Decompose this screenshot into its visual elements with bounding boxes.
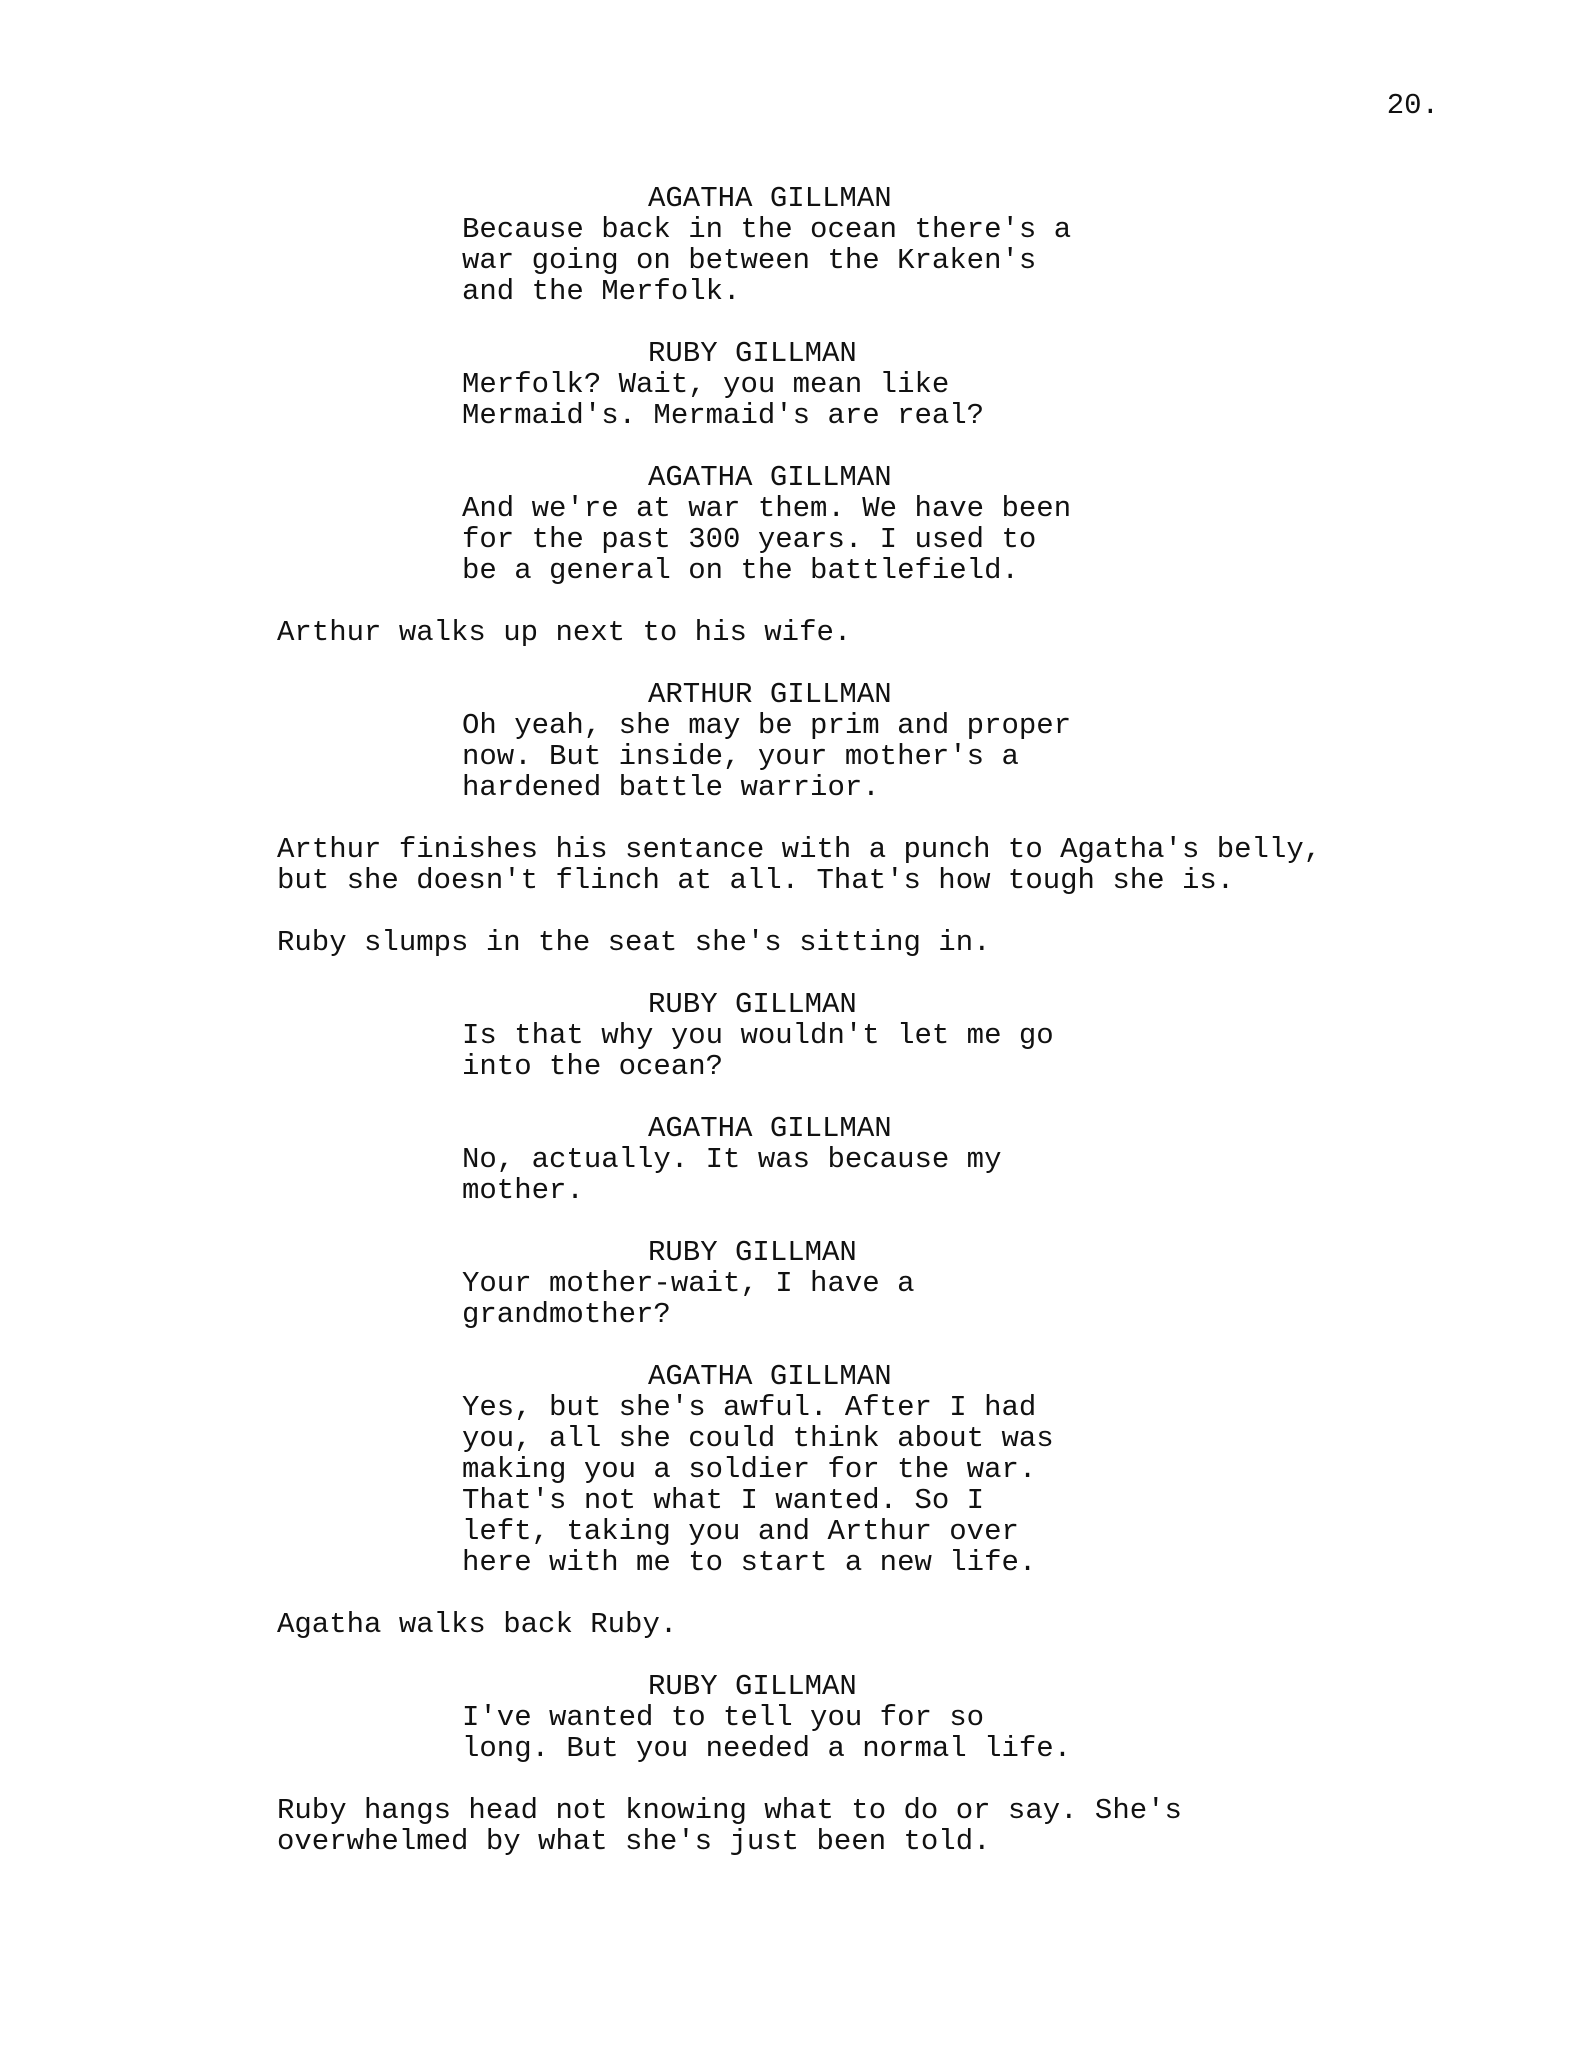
dialogue-line: making you a soldier for the war. bbox=[462, 1453, 1037, 1486]
dialogue-line: Is that why you wouldn't let me go bbox=[462, 1019, 1054, 1052]
action-line: Ruby hangs head not knowing what to do or say. She's bbox=[277, 1794, 1182, 1827]
dialogue-line: Because back in the ocean there's a bbox=[462, 213, 1072, 246]
dialogue-line: And we're at war them. We have been bbox=[462, 492, 1072, 525]
dialogue-line: That's not what I wanted. So I bbox=[462, 1484, 985, 1517]
character-cue: AGATHA GILLMAN bbox=[648, 461, 892, 494]
action-block bbox=[277, 1795, 1182, 1857]
action-line: but she doesn't flinch at all. That's how tough she is. bbox=[277, 864, 1235, 897]
action-block bbox=[277, 927, 991, 958]
action-line: overwhelmed by what she's just been told. bbox=[277, 1825, 991, 1858]
dialogue-line: be a general on the battlefield. bbox=[462, 554, 1019, 587]
dialogue-line: Merfolk? Wait, you mean like bbox=[462, 368, 950, 401]
dialogue-block bbox=[462, 1144, 1002, 1206]
dialogue-block bbox=[462, 493, 1071, 586]
dialogue-block bbox=[462, 1020, 1054, 1082]
character-cue: RUBY GILLMAN bbox=[648, 337, 857, 370]
dialogue-line: here with me to start a new life. bbox=[462, 1546, 1037, 1579]
dialogue-line: into the ocean? bbox=[462, 1050, 724, 1083]
character-cue: RUBY GILLMAN bbox=[648, 1236, 857, 1269]
dialogue-line: grandmother? bbox=[462, 1298, 671, 1331]
character-cue: ARTHUR GILLMAN bbox=[648, 678, 892, 711]
dialogue-line: Oh yeah, she may be prim and proper bbox=[462, 709, 1072, 742]
character-cue: AGATHA GILLMAN bbox=[648, 1112, 892, 1145]
dialogue-line: you, all she could think about was bbox=[462, 1422, 1054, 1455]
dialogue-line: hardened battle warrior. bbox=[462, 771, 880, 804]
character-cue: RUBY GILLMAN bbox=[648, 988, 857, 1021]
dialogue-block bbox=[462, 214, 1071, 307]
dialogue-line: mother. bbox=[462, 1174, 584, 1207]
character-cue: AGATHA GILLMAN bbox=[648, 182, 892, 215]
action-line: Arthur walks up next to his wife. bbox=[277, 616, 852, 649]
dialogue-block bbox=[462, 369, 984, 431]
dialogue-line: Yes, but she's awful. After I had bbox=[462, 1391, 1037, 1424]
dialogue-block bbox=[462, 1392, 1054, 1578]
dialogue-line: long. But you needed a normal life. bbox=[462, 1732, 1072, 1765]
dialogue-line: for the past 300 years. I used to bbox=[462, 523, 1037, 556]
dialogue-block bbox=[462, 1702, 1071, 1764]
dialogue-line: left, taking you and Arthur over bbox=[462, 1515, 1019, 1548]
dialogue-line: Mermaid's. Mermaid's are real? bbox=[462, 399, 985, 432]
dialogue-block bbox=[462, 710, 1071, 803]
dialogue-line: I've wanted to tell you for so bbox=[462, 1701, 985, 1734]
dialogue-line: and the Merfolk. bbox=[462, 275, 741, 308]
dialogue-block bbox=[462, 1268, 914, 1330]
action-line: Agatha walks back Ruby. bbox=[277, 1608, 678, 1641]
action-line: Ruby slumps in the seat she's sitting in. bbox=[277, 926, 991, 959]
character-cue: AGATHA GILLMAN bbox=[648, 1360, 892, 1393]
dialogue-line: Your mother-wait, I have a bbox=[462, 1267, 915, 1300]
action-block bbox=[277, 1609, 677, 1640]
action-line: Arthur finishes his sentance with a punch to Agatha's belly, bbox=[277, 833, 1322, 866]
page-number: 20. bbox=[1386, 89, 1439, 122]
action-block bbox=[277, 834, 1321, 896]
character-cue: RUBY GILLMAN bbox=[648, 1670, 857, 1703]
dialogue-line: war going on between the Kraken's bbox=[462, 244, 1037, 277]
dialogue-line: No, actually. It was because my bbox=[462, 1143, 1002, 1176]
action-block bbox=[277, 617, 851, 648]
dialogue-line: now. But inside, your mother's a bbox=[462, 740, 1019, 773]
